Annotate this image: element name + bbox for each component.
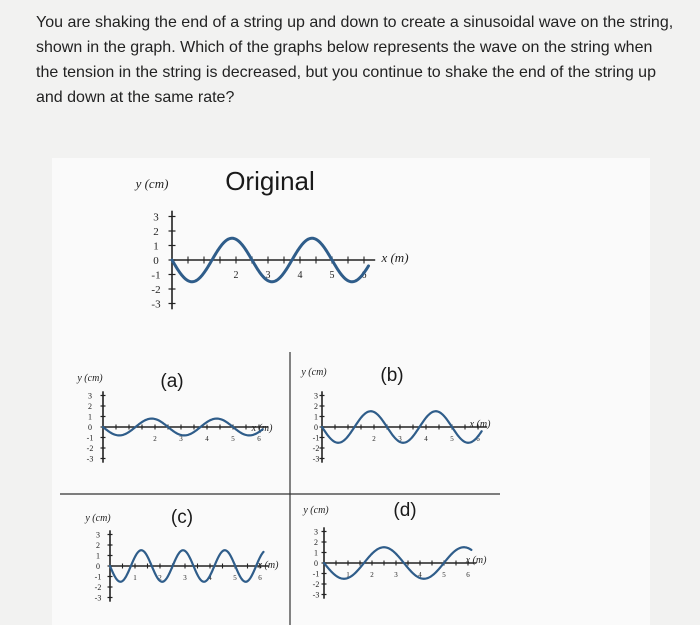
x-tick-label: 2 bbox=[372, 435, 376, 444]
y-tick-label: -1 bbox=[312, 433, 320, 443]
x-axis-label: x (m) bbox=[251, 423, 273, 434]
figure-panel bbox=[52, 158, 650, 625]
x-axis-label: x (m) bbox=[381, 250, 409, 265]
y-tick-label: 3 bbox=[153, 211, 159, 224]
x-tick-label: 5 bbox=[233, 574, 237, 583]
x-tick-label: 1 bbox=[133, 574, 137, 583]
x-tick-label: 2 bbox=[153, 435, 157, 444]
y-axis-label: y (cm) bbox=[301, 367, 327, 378]
y-tick-label: -1 bbox=[86, 433, 94, 443]
x-tick-label: 4 bbox=[205, 435, 209, 444]
chart-title: (b) bbox=[380, 365, 404, 386]
chart-title: (c) bbox=[170, 507, 194, 528]
y-tick-label: -2 bbox=[86, 443, 94, 453]
y-tick-label: 1 bbox=[314, 412, 318, 422]
x-tick-label: 4 bbox=[424, 435, 428, 444]
y-axis-label: y (cm) bbox=[85, 513, 111, 524]
y-tick-label: -3 bbox=[151, 298, 161, 311]
y-tick-label: -3 bbox=[312, 454, 320, 464]
x-tick-label: 1 bbox=[346, 571, 350, 580]
y-axis-label: y (cm) bbox=[77, 373, 103, 384]
y-axis-label: y (cm) bbox=[135, 176, 169, 191]
x-tick-label: 3 bbox=[265, 270, 271, 281]
x-tick-label: 4 bbox=[297, 270, 303, 281]
y-tick-label: 1 bbox=[314, 548, 318, 558]
x-tick-label: 3 bbox=[183, 574, 187, 583]
x-tick-label: 6 bbox=[361, 270, 367, 281]
y-tick-label: -2 bbox=[312, 443, 320, 453]
y-tick-label: -1 bbox=[94, 572, 102, 582]
y-tick-label: -2 bbox=[151, 283, 161, 296]
x-tick-label: 2 bbox=[233, 270, 239, 281]
y-axis-label: y (cm) bbox=[303, 505, 329, 516]
y-tick-label: 3 bbox=[96, 530, 100, 540]
y-tick-label: 2 bbox=[314, 537, 318, 547]
x-tick-label: 5 bbox=[329, 270, 335, 281]
x-tick-label: 6 bbox=[257, 435, 261, 444]
x-tick-label: 3 bbox=[179, 435, 183, 444]
y-tick-label: -3 bbox=[86, 454, 94, 464]
x-tick-label: 6 bbox=[476, 435, 480, 444]
y-tick-label: 2 bbox=[96, 540, 100, 550]
chart-title: Original bbox=[225, 166, 315, 196]
x-tick-label: 2 bbox=[370, 571, 374, 580]
y-tick-label: 0 bbox=[96, 561, 100, 571]
y-tick-label: 3 bbox=[314, 527, 318, 537]
y-tick-label: 1 bbox=[153, 240, 159, 253]
x-tick-label: 5 bbox=[450, 435, 454, 444]
x-tick-label: 4 bbox=[418, 571, 422, 580]
y-tick-label: 2 bbox=[153, 225, 159, 238]
x-axis-label: x (m) bbox=[465, 555, 487, 566]
y-tick-label: -3 bbox=[312, 590, 320, 600]
y-tick-label: 0 bbox=[88, 422, 92, 432]
y-tick-label: -2 bbox=[94, 582, 102, 592]
y-tick-label: -3 bbox=[94, 593, 102, 603]
x-tick-label: 2 bbox=[158, 574, 162, 583]
x-tick-label: 6 bbox=[258, 574, 262, 583]
x-axis-label: x (m) bbox=[257, 560, 279, 571]
y-tick-label: 1 bbox=[96, 551, 100, 561]
chart-title: (a) bbox=[160, 371, 184, 392]
y-tick-label: 2 bbox=[314, 401, 318, 411]
y-tick-label: 2 bbox=[88, 401, 92, 411]
x-axis-label: x (m) bbox=[469, 419, 491, 430]
x-tick-label: 3 bbox=[394, 571, 398, 580]
chart-title: (d) bbox=[393, 500, 417, 521]
x-tick-label: 5 bbox=[442, 571, 446, 580]
x-tick-label: 6 bbox=[466, 571, 470, 580]
y-tick-label: -1 bbox=[151, 269, 161, 282]
question-text: You are shaking the end of a string up and down to create a sinusoidal wave on the string, shown in the graph. Which of the graphs below represents the wave on the string when the tension in the string is decreased, but you continue to shake the end of the string up and down at the same rate? bbox=[36, 14, 674, 106]
y-tick-label: -1 bbox=[312, 569, 320, 579]
y-tick-label: 1 bbox=[88, 412, 92, 422]
y-tick-label: -2 bbox=[312, 579, 320, 589]
y-tick-label: 3 bbox=[88, 391, 92, 401]
x-tick-label: 5 bbox=[231, 435, 235, 444]
x-tick-label: 4 bbox=[208, 574, 212, 583]
x-tick-label: 3 bbox=[398, 435, 402, 444]
y-tick-label: 0 bbox=[153, 254, 159, 267]
y-tick-label: 0 bbox=[314, 422, 318, 432]
y-tick-label: 3 bbox=[314, 391, 318, 401]
y-tick-label: 0 bbox=[314, 558, 318, 568]
